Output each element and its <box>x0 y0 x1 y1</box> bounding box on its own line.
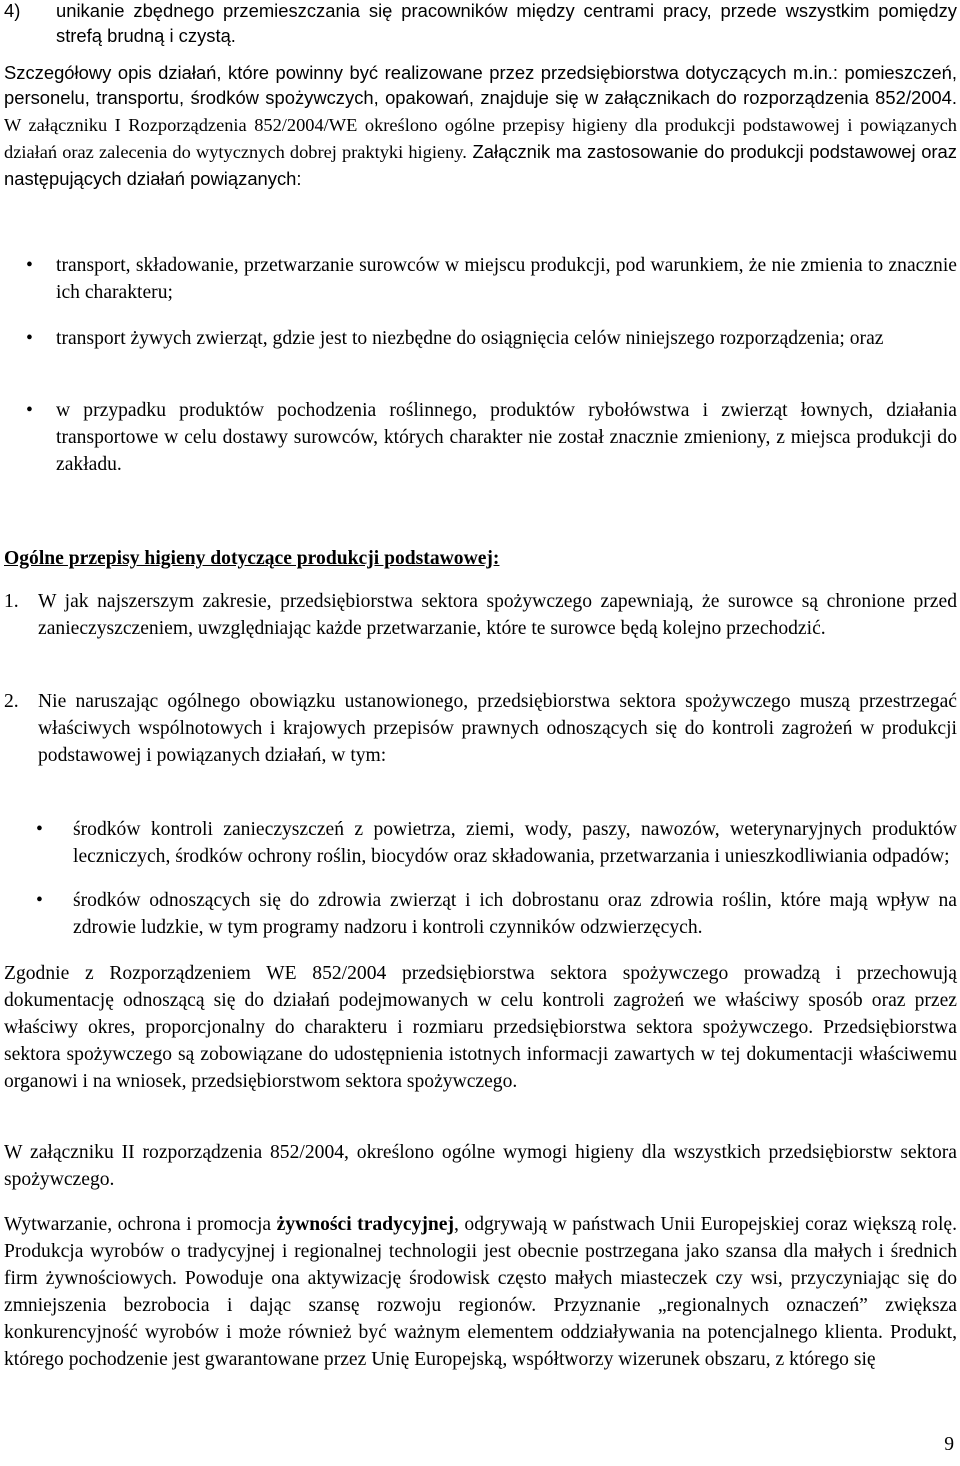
bullet-text: środków odnoszących się do zdrowia zwierząt i ich dobrostanu oraz zdrowia roślin, które mają wpływ na zdrowie ludzkie, w tym programy nadzoru i kontroli czynników odzwierzęcych. <box>73 890 957 938</box>
item-text: unikanie zbędnego przemieszczania się pracowników między centrami pracy, przede wszystkim pomiędzy strefą brudną i czystą. <box>56 0 957 46</box>
bullet-text: środków kontroli zanieczyszczeń z powietrza, ziemi, wody, paszy, nawozów, weterynaryjnych produktów leczniczych, środków ochrony roślin, biocydów oraz składowania, przetwarzania i unieszkodliwiania odpadów; <box>73 819 957 867</box>
paragraph-detail-sans: Szczegółowy opis działań, które powinny być realizowane przez przedsiębiorstwa dotyczących m.in.: pomieszczeń, personelu, transportu, środków spożywczych, opakowań, znajduje się w załącznikach do rozporządzenia 852/2004. <box>4 62 957 108</box>
emphasis-traditional-food: żywności tradycyjnej <box>276 1214 455 1235</box>
list-item-4 <box>4 0 957 48</box>
paragraph-text: Wytwarzanie, ochrona i promocja <box>4 1214 277 1235</box>
bullet-text: transport żywych zwierząt, gdzie jest to niezbędne do osiągnięcia celów niniejszego rozporządzenia; oraz <box>56 328 884 349</box>
bullet-icon: • <box>26 400 33 421</box>
item-label: 4) <box>4 0 21 21</box>
bullet-item <box>0 252 957 306</box>
bullet-icon: • <box>26 255 33 276</box>
bullet-icon: • <box>26 328 33 349</box>
bullet-icon: • <box>36 819 43 840</box>
bullet-text: w przypadku produktów pochodzenia roślinnego, produktów rybołówstwa i zwierząt łownych, działania transportowe w celu dostawy surowców, których charakter nie został znacznie zmieniony, z miejsca produkcji do zakładu. <box>56 400 957 475</box>
item-text: Nie naruszając ogólnego obowiązku ustanowionego, przedsiębiorstwa sektora spożywczego muszą przestrzegać właściwych wspólnotowych i krajowych przepisów prawnych odnoszących się do kontroli zagrożeń w produkcji podstawowej i powiązanych działań, w tym: <box>38 691 957 766</box>
bullet-item <box>0 325 957 352</box>
paragraph-detail-annex: W załączniku I Rozporządzenia 852/2004/WE określono ogólne przepisy higieny dla produkcji podstawowej i powiązanych działań oraz zalecenia do wytycznych dobrej praktyki higieny. <box>4 115 957 162</box>
paragraph-detail <box>4 60 957 191</box>
bullet-icon: • <box>36 890 43 911</box>
paragraph-detail-scope: Załącznik ma zastosowanie do produkcji podstawowej oraz następujących działań powiązanych: <box>4 141 957 189</box>
item-text: W jak najszerszym zakresie, przedsiębiorstwa sektora spożywczego zapewniają, że surowce są chronione przed zanieczyszczeniem, uwzględniając każde przetwarzanie, które te surowce będą kolejno przechodzić. <box>38 591 957 639</box>
numbered-item-2 <box>4 688 957 769</box>
bullet-text: transport, składowanie, przetwarzanie surowców w miejscu produkcji, pod warunkiem, że nie zmienia to znacznie ich charakteru; <box>56 255 957 303</box>
numbered-item-1 <box>4 588 957 642</box>
bullet-item <box>0 816 957 870</box>
paragraph-traditional-food <box>4 1211 957 1373</box>
section-heading: Ogólne przepisy higieny dotyczące produkcji podstawowej: <box>4 548 500 569</box>
bullet-item <box>0 397 957 478</box>
paragraph-annex-2: W załączniku II rozporządzenia 852/2004, określono ogólne wymogi higieny dla wszystkich przedsiębiorstw sektora spożywczego. <box>4 1142 957 1190</box>
item-label: 1. <box>4 591 19 612</box>
paragraph-text: , odgrywają w państwach Unii Europejskiej coraz większą rolę. Produkcja wyrobów o tradycyjnej i regionalnej technologii jest obecnie postrzegana jako szansa dla małych i średnich firm żywnościowych. Powoduje ona aktywizację środowisk często małych miasteczek czy wsi, przyczyniając się do zmniejszenia bezrobocia i dając szansę rozwoju regionów. Przyznanie „regionalnych oznaczeń” zwiększa konkurencyjność wyrobów i może również być ważnym elementem oddziaływania na potencjalnego klienta. Produkt, którego pochodzenie jest gwarantowane przez Unię Europejską, współtworzy wizerunek obszaru, z którego się <box>4 1214 957 1370</box>
item-label: 2. <box>4 691 19 712</box>
page-number: 9 <box>944 1434 954 1455</box>
bullet-item <box>0 887 957 941</box>
paragraph-documentation: Zgodnie z Rozporządzeniem WE 852/2004 przedsiębiorstwa sektora spożywczego prowadzą i przechowują dokumentację odnoszącą się do działań podejmowanych w celu kontroli zagrożeń we właściwy sposób oraz przez właściwy okres, proporcjonalny do charakteru i rozmiaru przedsiębiorstwa sektora spożywczego. Przedsiębiorstwa sektora spożywczego są zobowiązane do udostępnienia istotnych informacji zawartych w tej dokumentacji właściwemu organowi i na wniosek, przedsiębiorstwom sektora spożywczego. <box>4 963 957 1092</box>
